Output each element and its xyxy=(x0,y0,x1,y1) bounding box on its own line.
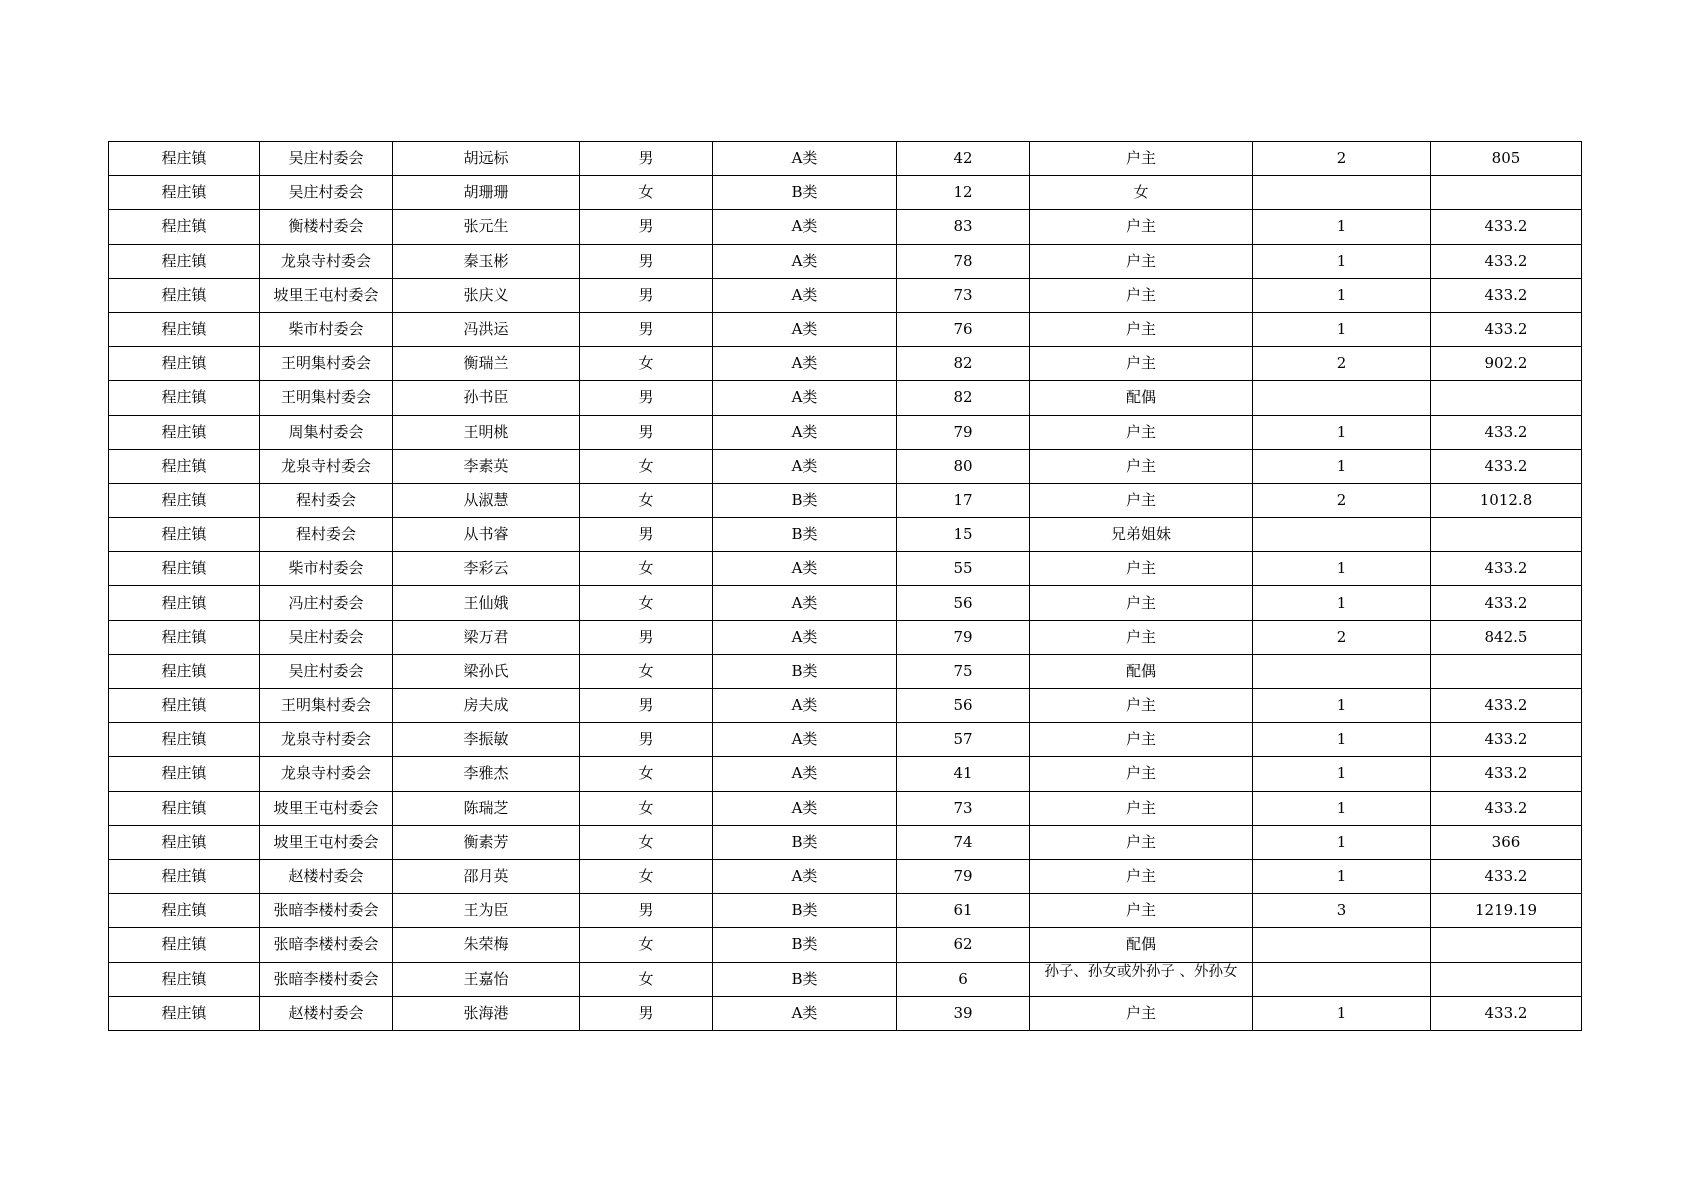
household-size-cell: 1 xyxy=(1253,244,1431,278)
gender-cell: 男 xyxy=(580,278,713,312)
relation-cell: 户主 xyxy=(1030,859,1253,893)
name-cell: 从书睿 xyxy=(393,518,580,552)
amount-cell: 433.2 xyxy=(1431,689,1582,723)
amount-cell: 433.2 xyxy=(1431,278,1582,312)
name-cell: 王为臣 xyxy=(393,894,580,928)
category-cell: A类 xyxy=(713,996,897,1030)
household-size-cell: 1 xyxy=(1253,996,1431,1030)
table-row xyxy=(109,928,1582,962)
gender-cell: 女 xyxy=(580,552,713,586)
relation-cell: 户主 xyxy=(1030,312,1253,346)
relation-cell: 配偶 xyxy=(1030,381,1253,415)
household-size-cell: 1 xyxy=(1253,278,1431,312)
age-cell: 74 xyxy=(897,825,1030,859)
name-cell: 秦玉彬 xyxy=(393,244,580,278)
name-cell: 王仙娥 xyxy=(393,586,580,620)
table-row xyxy=(109,689,1582,723)
town-cell: 程庄镇 xyxy=(109,244,260,278)
village-committee-cell: 王明集村委会 xyxy=(260,347,393,381)
category-cell: A类 xyxy=(713,859,897,893)
town-cell: 程庄镇 xyxy=(109,381,260,415)
town-cell: 程庄镇 xyxy=(109,176,260,210)
village-committee-cell: 王明集村委会 xyxy=(260,689,393,723)
gender-cell: 女 xyxy=(580,757,713,791)
household-size-cell: 3 xyxy=(1253,894,1431,928)
table-row xyxy=(109,859,1582,893)
table-row xyxy=(109,552,1582,586)
relation-cell: 户主 xyxy=(1030,483,1253,517)
gender-cell: 女 xyxy=(580,928,713,962)
name-cell: 王明桃 xyxy=(393,415,580,449)
amount-cell: 902.2 xyxy=(1431,347,1582,381)
village-committee-cell: 龙泉寺村委会 xyxy=(260,449,393,483)
gender-cell: 男 xyxy=(580,312,713,346)
household-size-cell: 2 xyxy=(1253,142,1431,176)
household-size-cell: 1 xyxy=(1253,449,1431,483)
relation-cell: 户主 xyxy=(1030,142,1253,176)
amount-cell xyxy=(1431,928,1582,962)
gender-cell: 男 xyxy=(580,210,713,244)
age-cell: 80 xyxy=(897,449,1030,483)
household-size-cell xyxy=(1253,176,1431,210)
roster-table xyxy=(108,141,1582,1031)
household-size-cell: 1 xyxy=(1253,825,1431,859)
village-committee-cell: 坡里王屯村委会 xyxy=(260,825,393,859)
gender-cell: 女 xyxy=(580,176,713,210)
town-cell: 程庄镇 xyxy=(109,723,260,757)
age-cell: 79 xyxy=(897,620,1030,654)
gender-cell: 女 xyxy=(580,449,713,483)
name-cell: 胡珊珊 xyxy=(393,176,580,210)
amount-cell: 433.2 xyxy=(1431,996,1582,1030)
town-cell: 程庄镇 xyxy=(109,586,260,620)
village-committee-cell: 吴庄村委会 xyxy=(260,176,393,210)
table-row xyxy=(109,723,1582,757)
household-size-cell: 2 xyxy=(1253,347,1431,381)
category-cell: A类 xyxy=(713,723,897,757)
gender-cell: 女 xyxy=(580,483,713,517)
roster-sheet xyxy=(108,141,1581,1031)
amount-cell: 433.2 xyxy=(1431,552,1582,586)
age-cell: 12 xyxy=(897,176,1030,210)
name-cell: 邵月英 xyxy=(393,859,580,893)
village-committee-cell: 吴庄村委会 xyxy=(260,654,393,688)
relation-cell: 户主 xyxy=(1030,757,1253,791)
village-committee-cell: 坡里王屯村委会 xyxy=(260,278,393,312)
household-size-cell xyxy=(1253,654,1431,688)
amount-cell: 433.2 xyxy=(1431,312,1582,346)
village-committee-cell: 坡里王屯村委会 xyxy=(260,791,393,825)
amount-cell: 433.2 xyxy=(1431,791,1582,825)
category-cell: A类 xyxy=(713,552,897,586)
category-cell: A类 xyxy=(713,278,897,312)
table-row xyxy=(109,791,1582,825)
category-cell: A类 xyxy=(713,757,897,791)
amount-cell: 433.2 xyxy=(1431,244,1582,278)
table-row xyxy=(109,620,1582,654)
category-cell: A类 xyxy=(713,586,897,620)
household-size-cell: 1 xyxy=(1253,859,1431,893)
category-cell: A类 xyxy=(713,381,897,415)
gender-cell: 男 xyxy=(580,415,713,449)
table-row xyxy=(109,312,1582,346)
village-committee-cell: 赵楼村委会 xyxy=(260,859,393,893)
village-committee-cell: 周集村委会 xyxy=(260,415,393,449)
name-cell: 陈瑞芝 xyxy=(393,791,580,825)
category-cell: A类 xyxy=(713,312,897,346)
category-cell: A类 xyxy=(713,620,897,654)
town-cell: 程庄镇 xyxy=(109,278,260,312)
gender-cell: 女 xyxy=(580,347,713,381)
age-cell: 6 xyxy=(897,962,1030,996)
relation-cell: 配偶 xyxy=(1030,654,1253,688)
relation-cell: 户主 xyxy=(1030,586,1253,620)
table-row xyxy=(109,415,1582,449)
table-row xyxy=(109,176,1582,210)
town-cell: 程庄镇 xyxy=(109,312,260,346)
name-cell: 梁万君 xyxy=(393,620,580,654)
age-cell: 41 xyxy=(897,757,1030,791)
village-committee-cell: 衡楼村委会 xyxy=(260,210,393,244)
table-row xyxy=(109,449,1582,483)
household-size-cell xyxy=(1253,381,1431,415)
name-cell: 冯洪运 xyxy=(393,312,580,346)
name-cell: 李振敏 xyxy=(393,723,580,757)
age-cell: 55 xyxy=(897,552,1030,586)
table-row xyxy=(109,347,1582,381)
name-cell: 王嘉怡 xyxy=(393,962,580,996)
village-committee-cell: 王明集村委会 xyxy=(260,381,393,415)
category-cell: B类 xyxy=(713,825,897,859)
age-cell: 82 xyxy=(897,347,1030,381)
gender-cell: 女 xyxy=(580,825,713,859)
town-cell: 程庄镇 xyxy=(109,757,260,791)
category-cell: B类 xyxy=(713,928,897,962)
household-size-cell: 1 xyxy=(1253,552,1431,586)
name-cell: 张庆义 xyxy=(393,278,580,312)
amount-cell: 842.5 xyxy=(1431,620,1582,654)
age-cell: 73 xyxy=(897,278,1030,312)
age-cell: 82 xyxy=(897,381,1030,415)
relation-cell: 户主 xyxy=(1030,894,1253,928)
amount-cell: 433.2 xyxy=(1431,586,1582,620)
town-cell: 程庄镇 xyxy=(109,210,260,244)
village-committee-cell: 龙泉寺村委会 xyxy=(260,757,393,791)
relation-cell: 户主 xyxy=(1030,723,1253,757)
village-committee-cell: 龙泉寺村委会 xyxy=(260,723,393,757)
village-committee-cell: 吴庄村委会 xyxy=(260,620,393,654)
table-row xyxy=(109,825,1582,859)
age-cell: 75 xyxy=(897,654,1030,688)
household-size-cell xyxy=(1253,928,1431,962)
age-cell: 57 xyxy=(897,723,1030,757)
amount-cell: 433.2 xyxy=(1431,723,1582,757)
town-cell: 程庄镇 xyxy=(109,483,260,517)
amount-cell xyxy=(1431,654,1582,688)
amount-cell xyxy=(1431,381,1582,415)
name-cell: 衡素芳 xyxy=(393,825,580,859)
village-committee-cell: 赵楼村委会 xyxy=(260,996,393,1030)
household-size-cell: 2 xyxy=(1253,483,1431,517)
name-cell: 梁孙氏 xyxy=(393,654,580,688)
name-cell: 李彩云 xyxy=(393,552,580,586)
name-cell: 孙书臣 xyxy=(393,381,580,415)
table-row xyxy=(109,142,1582,176)
town-cell: 程庄镇 xyxy=(109,347,260,381)
household-size-cell: 1 xyxy=(1253,210,1431,244)
table-row xyxy=(109,210,1582,244)
name-cell: 房夫成 xyxy=(393,689,580,723)
name-cell: 张元生 xyxy=(393,210,580,244)
gender-cell: 女 xyxy=(580,654,713,688)
gender-cell: 女 xyxy=(580,586,713,620)
village-committee-cell: 冯庄村委会 xyxy=(260,586,393,620)
household-size-cell: 2 xyxy=(1253,620,1431,654)
gender-cell: 男 xyxy=(580,244,713,278)
age-cell: 17 xyxy=(897,483,1030,517)
table-row xyxy=(109,518,1582,552)
town-cell: 程庄镇 xyxy=(109,518,260,552)
town-cell: 程庄镇 xyxy=(109,142,260,176)
table-row xyxy=(109,757,1582,791)
town-cell: 程庄镇 xyxy=(109,654,260,688)
category-cell: A类 xyxy=(713,415,897,449)
table-row xyxy=(109,381,1582,415)
table-row xyxy=(109,278,1582,312)
gender-cell: 女 xyxy=(580,962,713,996)
amount-cell: 1012.8 xyxy=(1431,483,1582,517)
village-committee-cell: 程村委会 xyxy=(260,518,393,552)
age-cell: 79 xyxy=(897,859,1030,893)
amount-cell xyxy=(1431,176,1582,210)
category-cell: A类 xyxy=(713,142,897,176)
category-cell: B类 xyxy=(713,654,897,688)
relation-cell: 户主 xyxy=(1030,415,1253,449)
age-cell: 56 xyxy=(897,586,1030,620)
relation-cell: 户主 xyxy=(1030,210,1253,244)
gender-cell: 男 xyxy=(580,894,713,928)
category-cell: B类 xyxy=(713,176,897,210)
village-committee-cell: 柴市村委会 xyxy=(260,552,393,586)
table-row xyxy=(109,654,1582,688)
town-cell: 程庄镇 xyxy=(109,825,260,859)
household-size-cell xyxy=(1253,962,1431,996)
name-cell: 从淑慧 xyxy=(393,483,580,517)
relation-cell: 户主 xyxy=(1030,347,1253,381)
relation-cell: 户主 xyxy=(1030,449,1253,483)
table-row xyxy=(109,244,1582,278)
town-cell: 程庄镇 xyxy=(109,928,260,962)
amount-cell xyxy=(1431,962,1582,996)
town-cell: 程庄镇 xyxy=(109,859,260,893)
table-row xyxy=(109,586,1582,620)
relation-cell: 户主 xyxy=(1030,825,1253,859)
village-committee-cell: 程村委会 xyxy=(260,483,393,517)
town-cell: 程庄镇 xyxy=(109,791,260,825)
category-cell: A类 xyxy=(713,347,897,381)
age-cell: 42 xyxy=(897,142,1030,176)
town-cell: 程庄镇 xyxy=(109,962,260,996)
household-size-cell xyxy=(1253,518,1431,552)
amount-cell: 433.2 xyxy=(1431,210,1582,244)
gender-cell: 男 xyxy=(580,620,713,654)
village-committee-cell: 张暗李楼村委会 xyxy=(260,928,393,962)
relation-cell: 户主 xyxy=(1030,996,1253,1030)
town-cell: 程庄镇 xyxy=(109,552,260,586)
table-row xyxy=(109,996,1582,1030)
relation-cell: 户主 xyxy=(1030,620,1253,654)
relation-text: 孙子、孙女或外孙子 、外孙女 xyxy=(1044,963,1238,980)
name-cell: 衡瑞兰 xyxy=(393,347,580,381)
category-cell: B类 xyxy=(713,518,897,552)
gender-cell: 男 xyxy=(580,381,713,415)
age-cell: 62 xyxy=(897,928,1030,962)
village-committee-cell: 吴庄村委会 xyxy=(260,142,393,176)
name-cell: 李雅杰 xyxy=(393,757,580,791)
age-cell: 73 xyxy=(897,791,1030,825)
age-cell: 39 xyxy=(897,996,1030,1030)
household-size-cell: 1 xyxy=(1253,586,1431,620)
amount-cell: 433.2 xyxy=(1431,415,1582,449)
category-cell: A类 xyxy=(713,449,897,483)
table-row xyxy=(109,962,1582,996)
age-cell: 15 xyxy=(897,518,1030,552)
amount-cell: 366 xyxy=(1431,825,1582,859)
table-row xyxy=(109,483,1582,517)
amount-cell: 1219.19 xyxy=(1431,894,1582,928)
name-cell: 张海港 xyxy=(393,996,580,1030)
household-size-cell: 1 xyxy=(1253,723,1431,757)
gender-cell: 男 xyxy=(580,723,713,757)
amount-cell xyxy=(1431,518,1582,552)
gender-cell: 女 xyxy=(580,791,713,825)
category-cell: A类 xyxy=(713,689,897,723)
table-row xyxy=(109,894,1582,928)
age-cell: 56 xyxy=(897,689,1030,723)
amount-cell: 805 xyxy=(1431,142,1582,176)
relation-cell: 女 xyxy=(1030,176,1253,210)
household-size-cell: 1 xyxy=(1253,757,1431,791)
name-cell: 李素英 xyxy=(393,449,580,483)
town-cell: 程庄镇 xyxy=(109,620,260,654)
relation-cell: 户主 xyxy=(1030,791,1253,825)
town-cell: 程庄镇 xyxy=(109,996,260,1030)
amount-cell: 433.2 xyxy=(1431,449,1582,483)
village-committee-cell: 张暗李楼村委会 xyxy=(260,962,393,996)
age-cell: 76 xyxy=(897,312,1030,346)
village-committee-cell: 张暗李楼村委会 xyxy=(260,894,393,928)
category-cell: A类 xyxy=(713,244,897,278)
age-cell: 61 xyxy=(897,894,1030,928)
category-cell: B类 xyxy=(713,894,897,928)
category-cell: A类 xyxy=(713,791,897,825)
gender-cell: 女 xyxy=(580,859,713,893)
relation-cell: 户主 xyxy=(1030,689,1253,723)
name-cell: 朱荣梅 xyxy=(393,928,580,962)
category-cell: A类 xyxy=(713,210,897,244)
amount-cell: 433.2 xyxy=(1431,859,1582,893)
household-size-cell: 1 xyxy=(1253,312,1431,346)
age-cell: 79 xyxy=(897,415,1030,449)
gender-cell: 男 xyxy=(580,996,713,1030)
town-cell: 程庄镇 xyxy=(109,415,260,449)
gender-cell: 男 xyxy=(580,689,713,723)
amount-cell: 433.2 xyxy=(1431,757,1582,791)
household-size-cell: 1 xyxy=(1253,689,1431,723)
village-committee-cell: 柴市村委会 xyxy=(260,312,393,346)
relation-cell: 户主 xyxy=(1030,552,1253,586)
village-committee-cell: 龙泉寺村委会 xyxy=(260,244,393,278)
town-cell: 程庄镇 xyxy=(109,894,260,928)
town-cell: 程庄镇 xyxy=(109,689,260,723)
roster-body xyxy=(109,142,1582,1031)
gender-cell: 男 xyxy=(580,518,713,552)
household-size-cell: 1 xyxy=(1253,791,1431,825)
name-cell: 胡远标 xyxy=(393,142,580,176)
relation-cell: 户主 xyxy=(1030,244,1253,278)
age-cell: 78 xyxy=(897,244,1030,278)
household-size-cell: 1 xyxy=(1253,415,1431,449)
relation-cell: 兄弟姐妹 xyxy=(1030,518,1253,552)
gender-cell: 男 xyxy=(580,142,713,176)
town-cell: 程庄镇 xyxy=(109,449,260,483)
relation-cell: 配偶 xyxy=(1030,928,1253,962)
age-cell: 83 xyxy=(897,210,1030,244)
category-cell: B类 xyxy=(713,962,897,996)
relation-cell: 户主 xyxy=(1030,278,1253,312)
relation-cell xyxy=(1030,962,1253,996)
category-cell: B类 xyxy=(713,483,897,517)
